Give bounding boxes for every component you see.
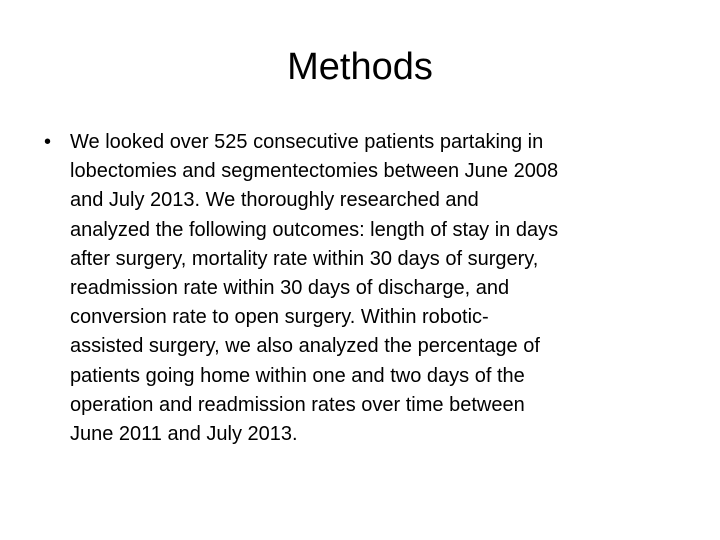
bullet-text-line: after surgery, mortality rate within 30 days of surgery, [70, 247, 539, 270]
bullet-item [44, 128, 694, 449]
bullet-text-line: June 2011 and July 2013. [70, 423, 298, 446]
bullet-list [44, 128, 694, 449]
bullet-text-line: We looked over 525 consecutive patients partaking in [70, 131, 544, 153]
bullet-text-line: conversion rate to open surgery. Within robotic- [70, 306, 489, 329]
bullet-text-line: patients going home within one and two days of the [70, 364, 525, 387]
bullet-text-line: analyzed the following outcomes: length of stay in days [70, 218, 559, 241]
bullet-icon: • [44, 131, 52, 153]
bullet-text-line: operation and readmission rates over time between [70, 393, 525, 416]
bullet-text-line: lobectomies and segmentectomies between June 2008 [70, 160, 559, 183]
slide-title: Methods [287, 46, 433, 88]
bullet-text-line: and July 2013. We thoroughly researched and [70, 189, 479, 212]
bullet-text-line: readmission rate within 30 days of discharge, and [70, 277, 510, 300]
bullet-text-line: assisted surgery, we also analyzed the percentage of [70, 335, 540, 358]
